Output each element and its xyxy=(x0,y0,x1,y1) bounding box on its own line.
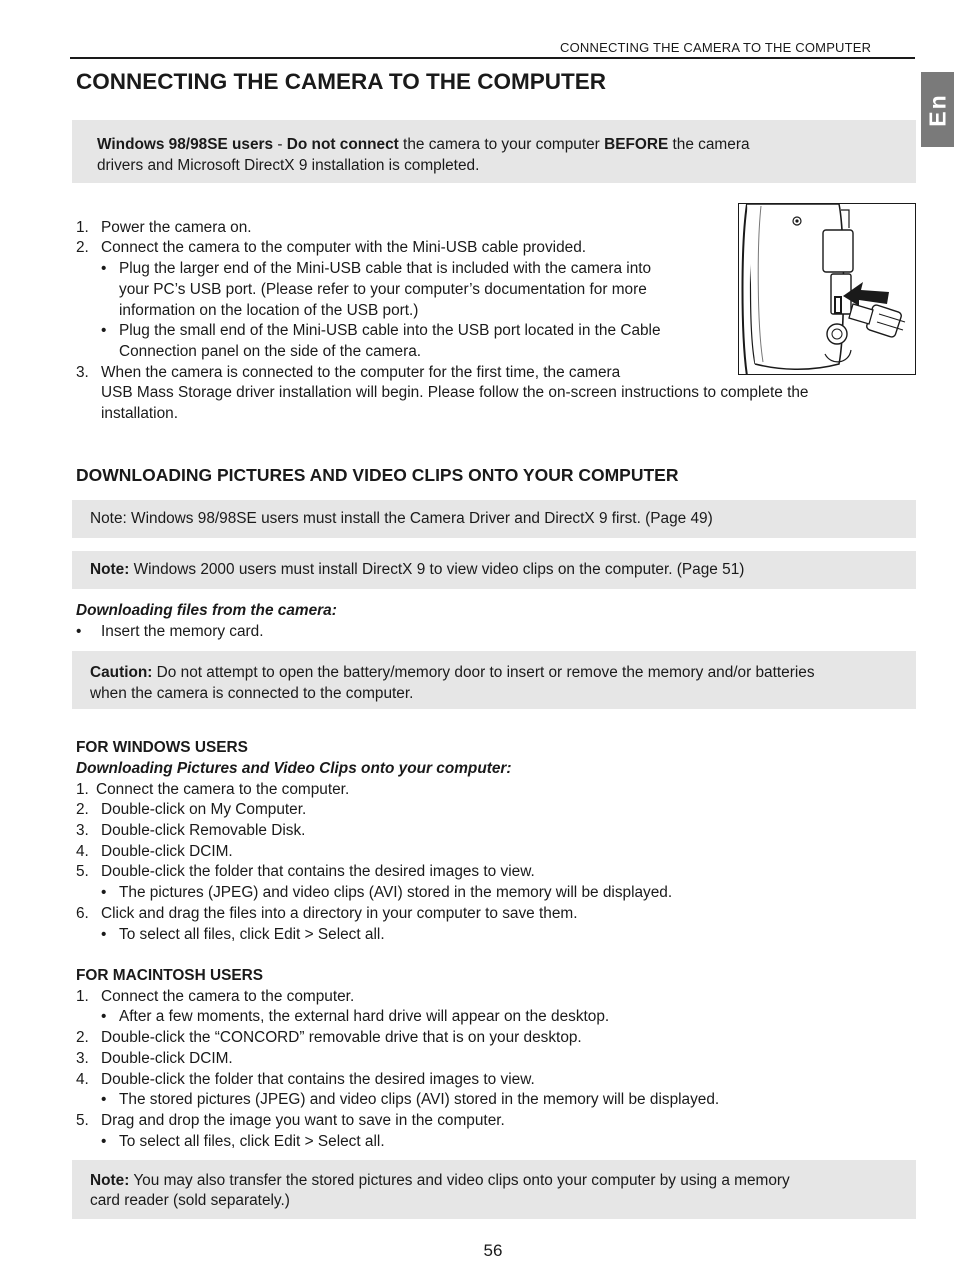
note-box-win98: Note: Windows 98/98SE users must install the Camera Driver and DirectX 9 first. (Page 49) xyxy=(72,500,916,538)
list-subitem: To select all files, click Edit > Select all. xyxy=(119,926,385,943)
list-item: Double-click DCIM. xyxy=(101,1050,233,1067)
list-item: Double-click the folder that contains the desired images to view. xyxy=(101,1071,535,1088)
list-item: Double-click the “CONCORD” removable drive that is on your desktop. xyxy=(101,1029,582,1046)
list-item: Connect the camera to the computer. xyxy=(96,781,350,798)
step-connect-cable: Connect the camera to the computer with the Mini-USB cable provided. xyxy=(101,239,587,256)
final-note-box: Note: You may also transfer the stored pictures and video clips onto your computer by using a memory card reader (sold separately.) xyxy=(72,1160,916,1219)
list-item: Connect the camera to the computer. xyxy=(101,988,355,1005)
mac-users-heading: FOR MACINTOSH USERS xyxy=(76,967,263,984)
list-item: Drag and drop the image you want to save in the computer. xyxy=(101,1112,505,1129)
files-heading: Downloading files from the camera: xyxy=(76,602,337,619)
language-tab-label: En xyxy=(924,92,950,127)
page-number: 56 xyxy=(483,1241,503,1260)
windows-users-heading: FOR WINDOWS USERS xyxy=(76,739,248,756)
camera-usb-illustration xyxy=(738,203,916,375)
note-box-win2000: Note: Windows 2000 users must install DirectX 9 to view video clips on the computer. (Page 51) xyxy=(72,551,916,589)
section-heading-downloading: DOWNLOADING PICTURES AND VIDEO CLIPS ONTO YOUR COMPUTER xyxy=(76,465,679,485)
list-subitem: The pictures (JPEG) and video clips (AVI) stored in the memory will be displayed. xyxy=(119,884,673,901)
camera-side-drawing xyxy=(739,204,916,375)
step-power-on: Power the camera on. xyxy=(101,219,252,236)
insert-card-item: Insert the memory card. xyxy=(101,623,264,640)
caution-box: Caution: Do not attempt to open the battery/memory door to insert or remove the memory and/or batteries when the camera is connected to the computer. xyxy=(72,651,916,709)
list-item: Click and drag the files into a directory in your computer to save them. xyxy=(101,905,578,922)
list-subitem: The stored pictures (JPEG) and video clips (AVI) stored in the memory will be displayed. xyxy=(119,1091,720,1108)
warning-line-2: drivers and Microsoft DirectX 9 installation is completed. xyxy=(97,157,480,174)
header-rule xyxy=(70,57,915,59)
list-item: Double-click Removable Disk. xyxy=(101,822,306,839)
running-head: CONNECTING THE CAMERA TO THE COMPUTER xyxy=(560,40,872,55)
warning-box xyxy=(72,120,916,183)
list-item: Double-click the folder that contains the desired images to view. xyxy=(101,863,535,880)
list-subitem: After a few moments, the external hard drive will appear on the desktop. xyxy=(119,1008,610,1025)
list-item: Double-click DCIM. xyxy=(101,843,233,860)
page-title: CONNECTING THE CAMERA TO THE COMPUTER xyxy=(76,69,607,94)
warning-line-1: Windows 98/98SE users - Do not connect the camera to your computer BEFORE the camera xyxy=(97,136,750,153)
windows-subheading: Downloading Pictures and Video Clips onto your computer: xyxy=(76,760,512,777)
list-item: Double-click on My Computer. xyxy=(101,801,307,818)
list-subitem: To select all files, click Edit > Select all. xyxy=(119,1133,385,1150)
language-tab xyxy=(921,72,954,147)
